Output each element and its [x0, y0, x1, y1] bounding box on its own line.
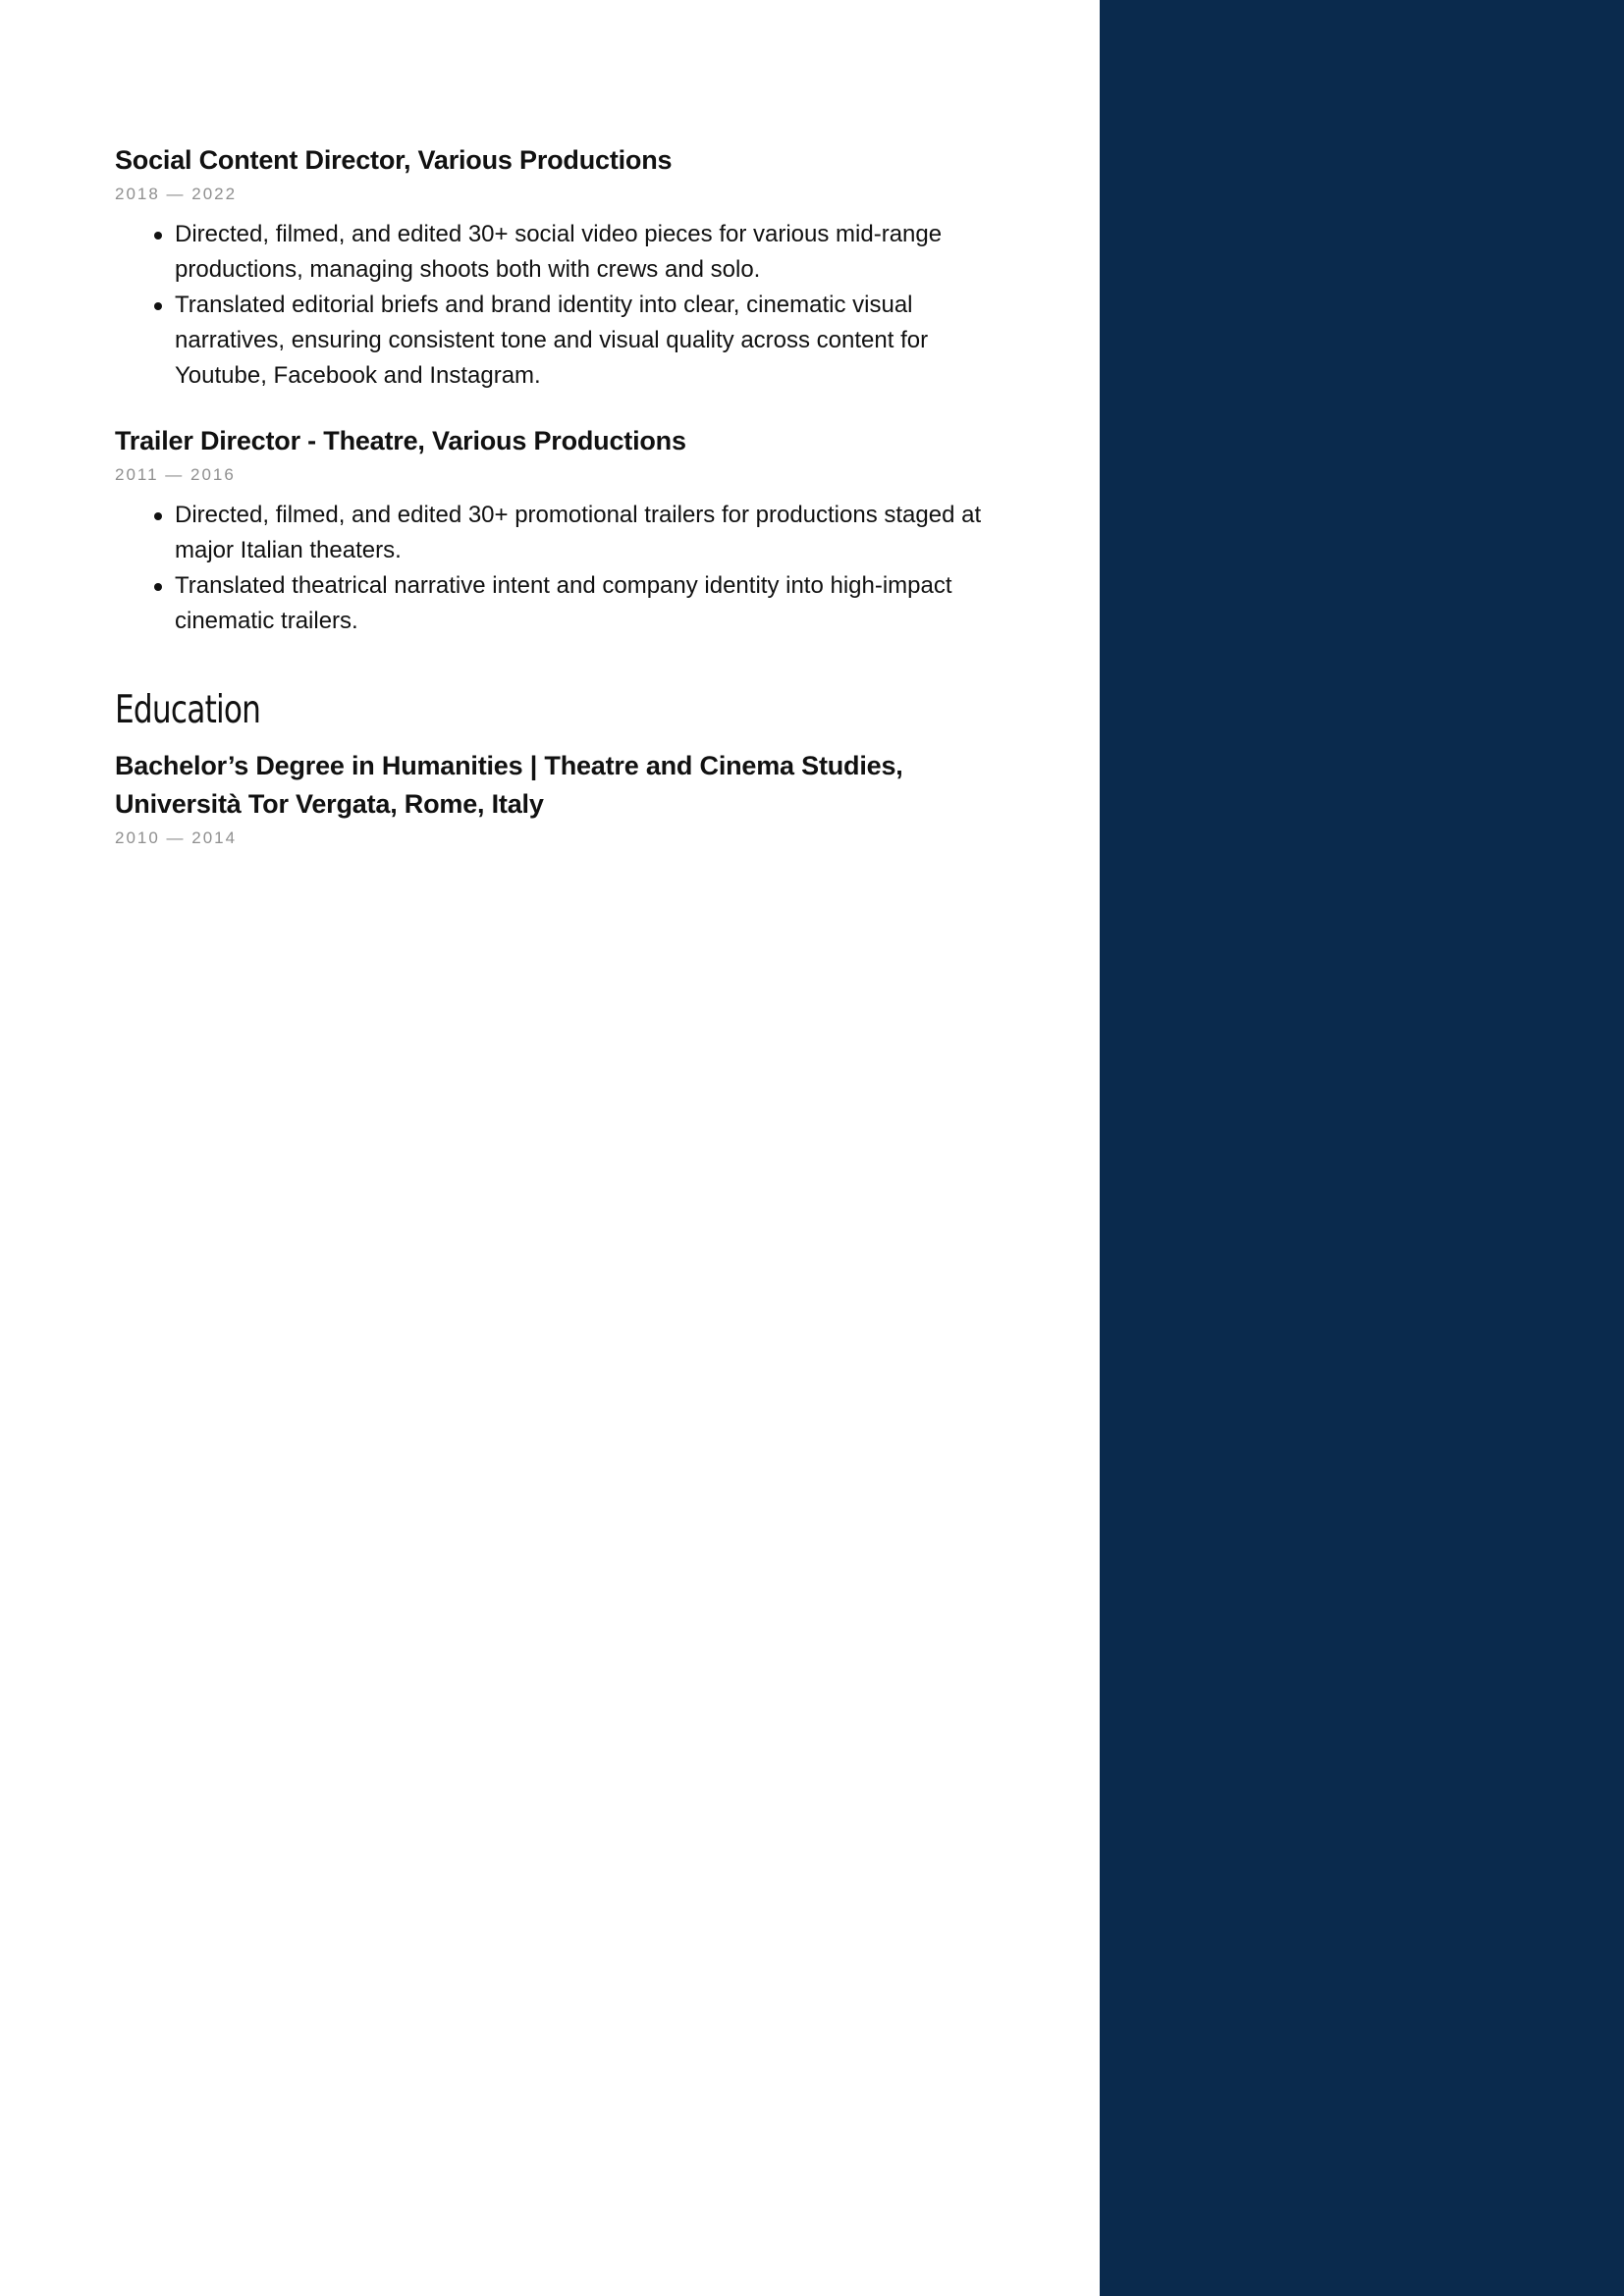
education-entry: [115, 747, 1023, 849]
job-dates: 2011 — 2016: [115, 465, 236, 484]
job-bullet: Directed, filmed, and edited 30+ promotional trailers for productions staged at major Italian theaters.: [175, 498, 1023, 568]
experience-entry: [115, 421, 1023, 639]
degree-title: Bachelor’s Degree in Humanities | Theatre and Cinema Studies, Università Tor Vergata, Rome, Italy: [115, 751, 903, 819]
job-title: Social Content Director, Various Productions: [115, 145, 673, 175]
job-bullet-list: [115, 217, 1023, 394]
job-bullet: Translated editorial briefs and brand identity into clear, cinematic visual narratives, ensuring consistent tone and visual quality across content for Youtube, Facebook and Instagram.: [175, 288, 1023, 394]
job-bullet: Directed, filmed, and edited 30+ social video pieces for various mid-range productions, managing shoots both with crews and solo.: [175, 217, 1023, 288]
education-heading: Education: [115, 688, 261, 732]
job-dates: 2018 — 2022: [115, 185, 238, 203]
education-dates: 2010 — 2014: [115, 828, 238, 847]
job-bullet: Translated theatrical narrative intent and company identity into high-impact cinematic trailers.: [175, 568, 1023, 639]
resume-sidebar: [1100, 0, 1624, 2296]
job-bullet-list: [115, 498, 1023, 639]
resume-main-column: [115, 140, 1023, 849]
experience-entry: [115, 140, 1023, 394]
job-title: Trailer Director - Theatre, Various Productions: [115, 426, 686, 455]
